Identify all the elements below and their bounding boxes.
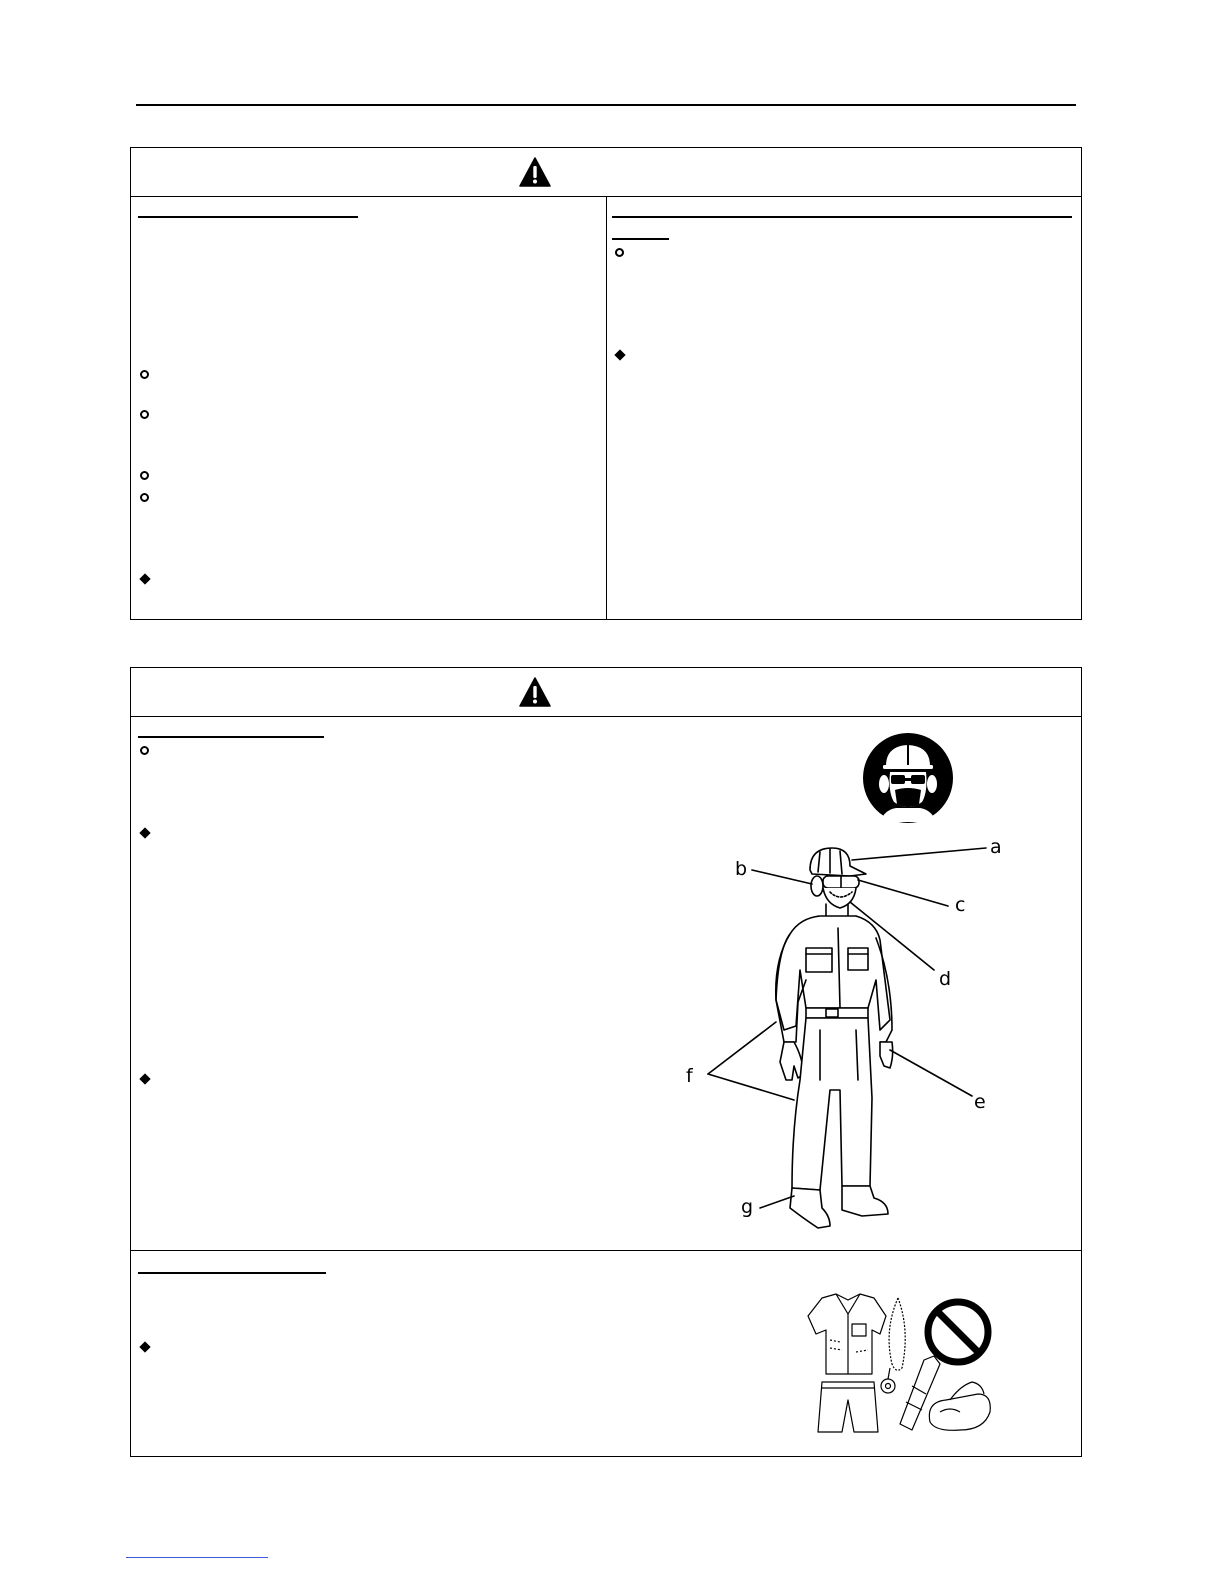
- circle-bullet-icon: [140, 471, 149, 480]
- figure-label-a: a: [990, 836, 1002, 858]
- figure-label-c: c: [955, 894, 966, 916]
- section-heading-underline: [612, 216, 1072, 218]
- warning-box-1-column-divider: [606, 196, 607, 620]
- figure-label-d: d: [939, 968, 952, 990]
- figure-label-f: f: [686, 1065, 693, 1087]
- prohibited-clothing-illustration: [800, 1290, 1000, 1440]
- circle-bullet-icon: [140, 370, 149, 379]
- warning-triangle-icon: [519, 677, 551, 707]
- header-rule: [136, 104, 1076, 106]
- worker-ppe-illustration: [680, 830, 1040, 1240]
- section-heading-underline: [138, 736, 324, 738]
- warning-box-2-header-divider: [130, 716, 1082, 717]
- helmet-goggles-mask-icon: [862, 732, 954, 824]
- circle-bullet-icon: [140, 410, 149, 419]
- warning-box-2-section-divider: [130, 1250, 1082, 1251]
- warning-triangle-icon: [519, 157, 551, 187]
- figure-label-g: g: [741, 1196, 754, 1218]
- footer-link-underline[interactable]: [126, 1557, 268, 1558]
- figure-label-b: b: [735, 858, 748, 880]
- section-heading-underline: [612, 238, 669, 240]
- figure-label-e: e: [974, 1091, 986, 1113]
- section-heading-underline: [138, 216, 358, 218]
- section-heading-underline: [138, 1272, 326, 1274]
- circle-bullet-icon: [140, 493, 149, 502]
- circle-bullet-icon: [140, 746, 149, 755]
- circle-bullet-icon: [615, 248, 624, 257]
